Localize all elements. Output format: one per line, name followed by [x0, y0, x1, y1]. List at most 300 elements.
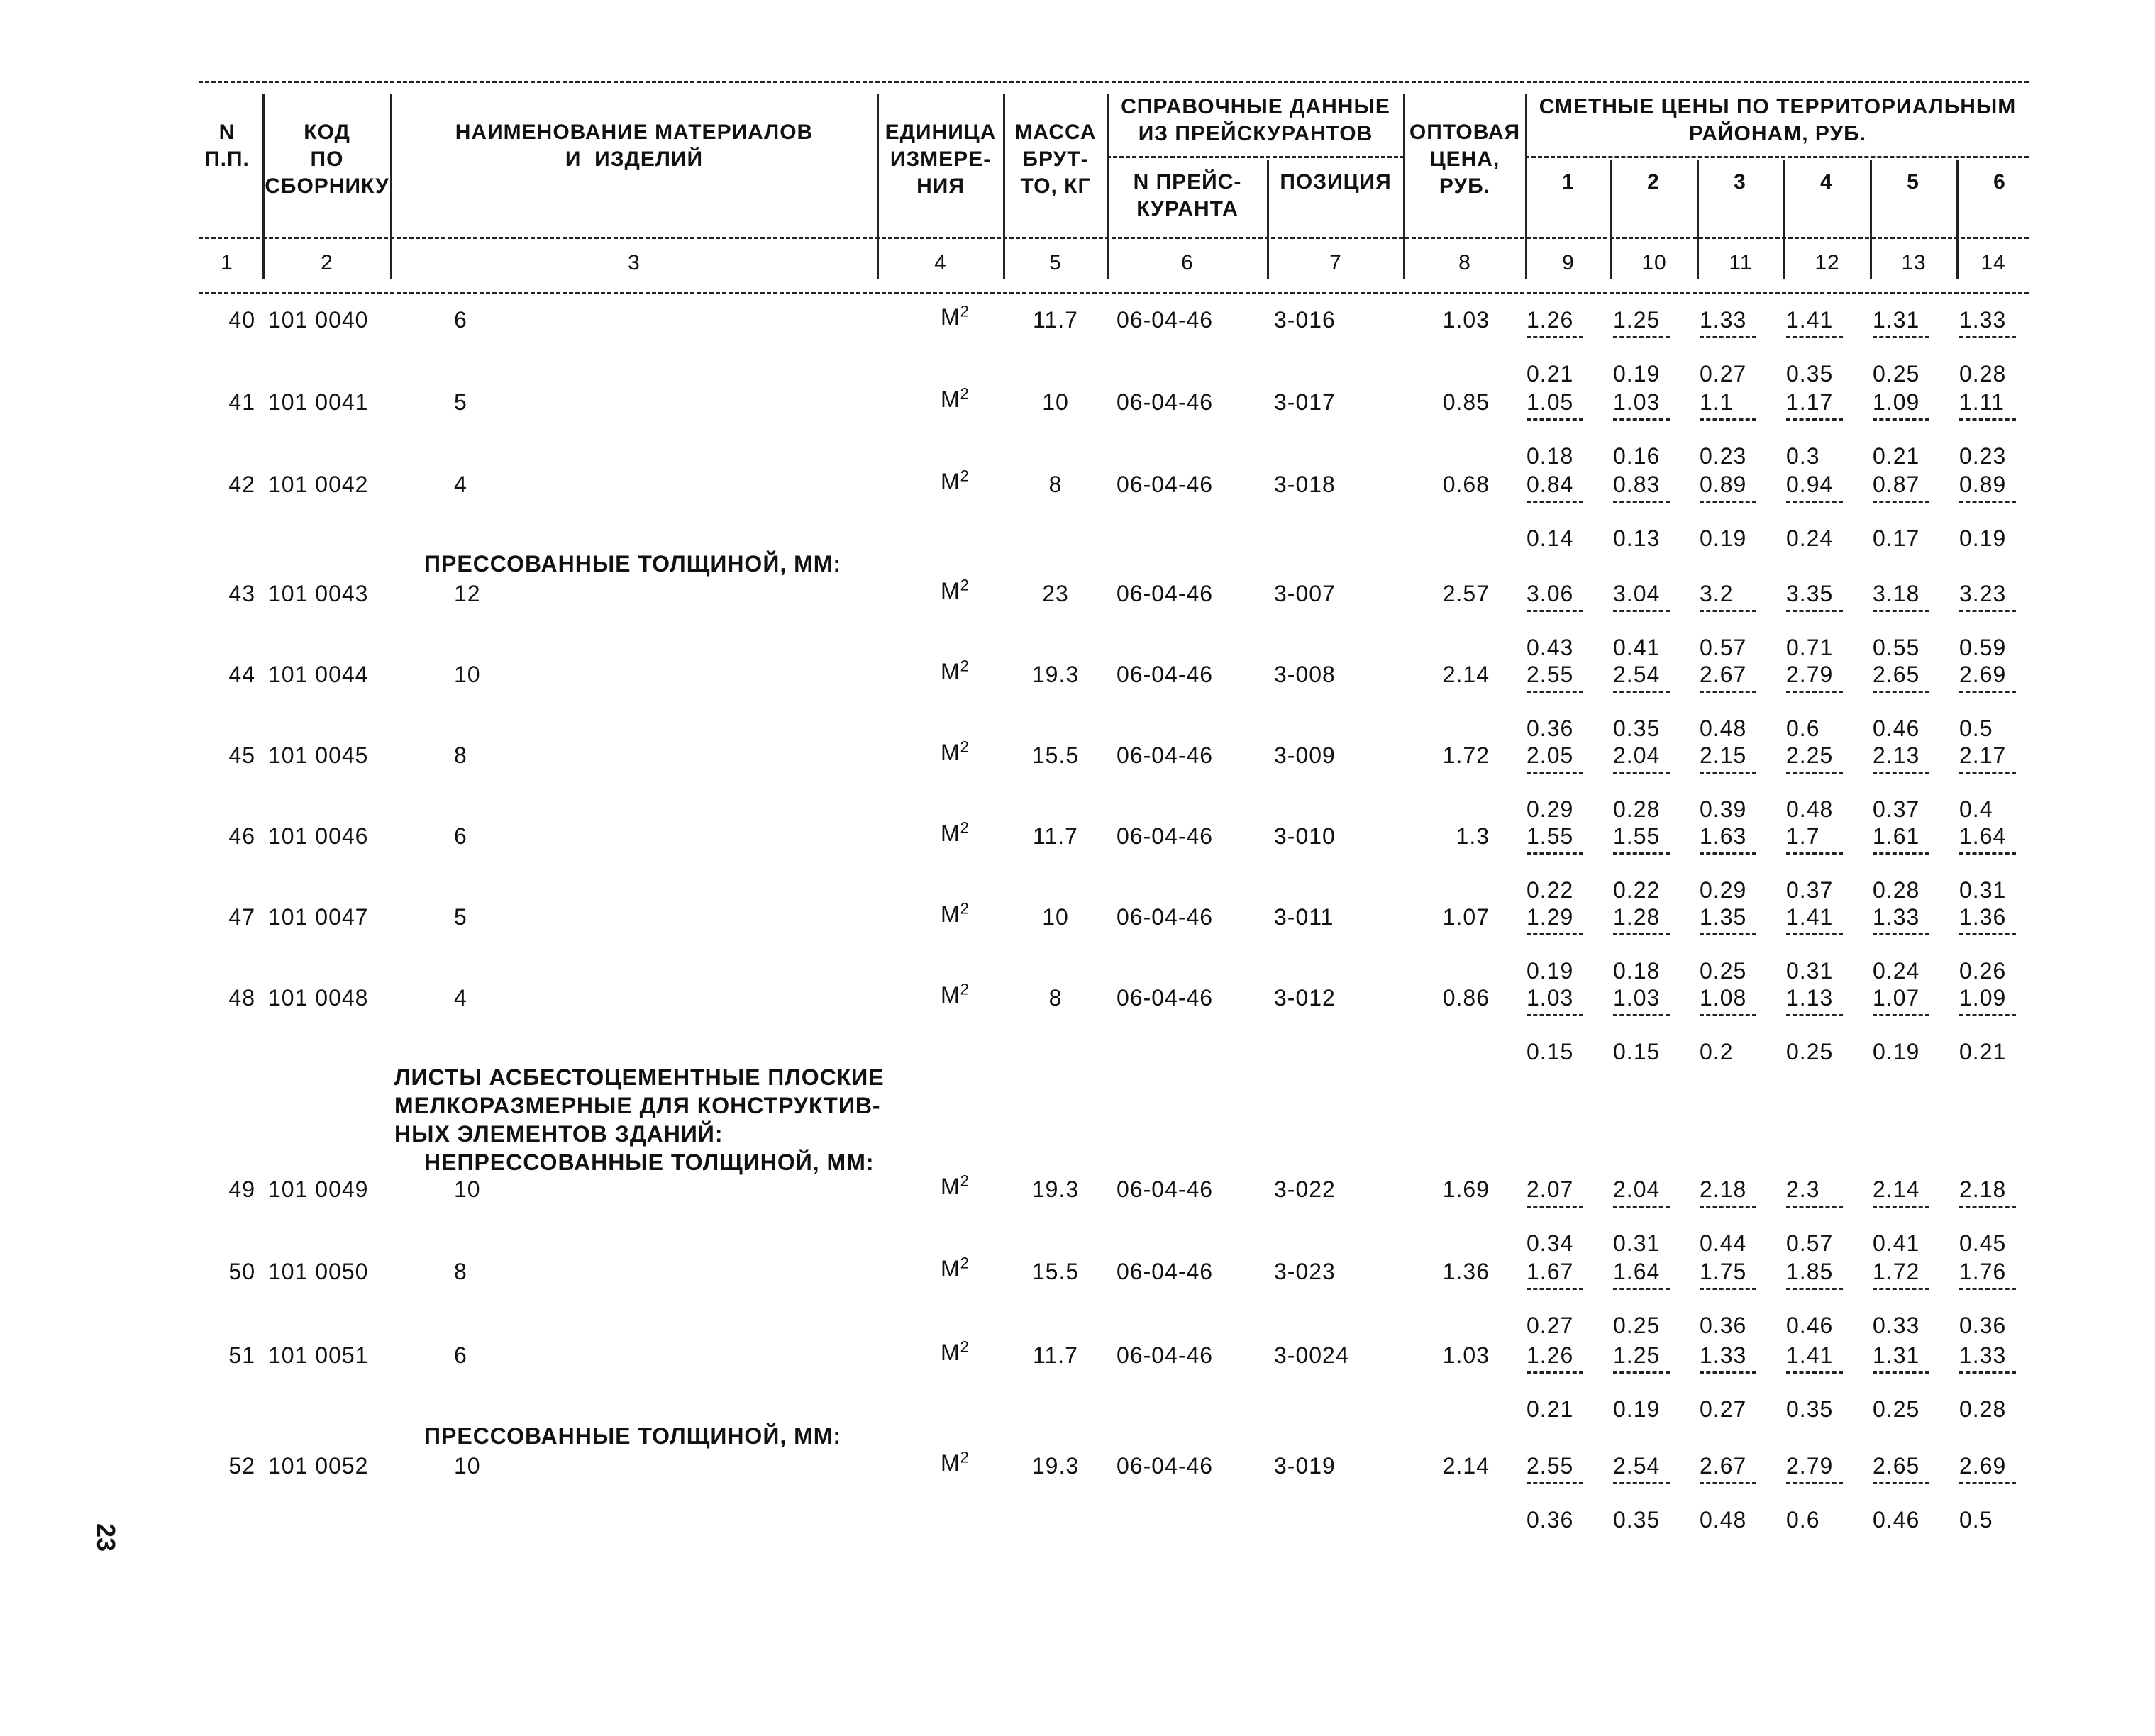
row-pricelist: 06-04-46: [1117, 742, 1214, 768]
fraction-line: [1959, 610, 2016, 612]
unit-text: М: [941, 901, 960, 927]
column-index: 1: [221, 251, 233, 274]
region-price-part: 0.19: [1959, 525, 2007, 551]
row-wholesale: 1.72: [1442, 742, 1490, 768]
fraction-line: [1700, 772, 1756, 774]
fraction-line: [1527, 852, 1583, 855]
region-price-part: 0.19: [1613, 361, 1661, 386]
region-price-total: 1.55: [1527, 823, 1574, 849]
row-mass: 15.5: [1031, 742, 1080, 768]
row-number: 45: [228, 742, 255, 768]
fraction-line: [1786, 501, 1843, 503]
row-code: 101 0045: [268, 742, 369, 768]
row-name: 10: [454, 662, 481, 687]
region-price-part: 0.31: [1613, 1230, 1661, 1256]
row-pricelist: 06-04-46: [1117, 389, 1214, 415]
region-price-part: 0.35: [1613, 1507, 1661, 1532]
fraction-line: [1959, 1014, 2016, 1016]
row-code: 101 0040: [268, 307, 369, 333]
header-ref-pos: ПОЗИЦИЯ: [1280, 170, 1392, 194]
fraction-line: [1527, 418, 1583, 421]
region-price-part: 0.21: [1527, 1396, 1574, 1422]
region-price-total: 1.67: [1527, 1259, 1574, 1284]
row-unit: [941, 468, 970, 495]
region-price-total: 2.18: [1959, 1176, 2007, 1202]
unit-text: М: [941, 1340, 960, 1365]
region-price-total: 0.83: [1613, 472, 1661, 497]
region-price-part: 0.71: [1786, 635, 1834, 660]
row-name: 5: [454, 904, 467, 930]
fraction-line: [1700, 336, 1756, 338]
row-pricelist: 06-04-46: [1117, 904, 1214, 930]
fraction-line: [1873, 1014, 1929, 1016]
row-position: 3-007: [1274, 581, 1336, 606]
region-price-total: 1.64: [1959, 823, 2007, 849]
row-name: 10: [454, 1453, 481, 1479]
row-wholesale: 0.86: [1442, 985, 1490, 1011]
region-price-part: 0.17: [1873, 525, 1920, 551]
region-price-part: 0.35: [1786, 361, 1834, 386]
region-price-part: 0.35: [1613, 716, 1661, 741]
region-price-part: 0.28: [1959, 1396, 2007, 1422]
unit-text: М: [941, 982, 960, 1008]
fraction-line: [1527, 1206, 1583, 1208]
unit-superscript: 2: [960, 467, 970, 485]
row-number: 41: [228, 389, 255, 415]
header-region-num: 6: [1993, 170, 2006, 194]
header-region-num: 4: [1820, 170, 1833, 194]
region-price-total: 1.31: [1873, 307, 1920, 333]
fraction-line: [1613, 933, 1670, 935]
fraction-line: [1786, 933, 1843, 935]
header-mass: МАССА БРУТ- ТО, КГ: [1014, 121, 1097, 198]
region-price-total: 2.69: [1959, 1453, 2007, 1479]
fraction-line: [1959, 772, 2016, 774]
fraction-line: [1700, 418, 1756, 421]
region-price-total: 1.11: [1959, 389, 2005, 415]
fraction-line: [1700, 691, 1756, 693]
row-mass: 10: [1042, 389, 1069, 415]
region-price-part: 0.19: [1700, 525, 1747, 551]
fraction-line: [1613, 1371, 1670, 1374]
region-price-part: 0.36: [1527, 1507, 1574, 1532]
header-region-num: 1: [1562, 170, 1575, 194]
row-code: 101 0052: [268, 1453, 369, 1479]
fraction-line: [1700, 1014, 1756, 1016]
row-position: 3-019: [1274, 1453, 1336, 1479]
row-position: 3-009: [1274, 742, 1336, 768]
fraction-line: [1700, 1288, 1756, 1290]
row-mass: 10: [1042, 904, 1069, 930]
column-index: 4: [934, 251, 947, 274]
region-price-total: 1.61: [1873, 823, 1920, 849]
row-unit: [941, 304, 970, 330]
unit-superscript: 2: [960, 302, 970, 321]
column-index: 5: [1049, 251, 1062, 274]
region-price-part: 0.18: [1613, 958, 1661, 984]
fraction-line: [1700, 501, 1756, 503]
region-price-total: 1.55: [1613, 823, 1661, 849]
region-price-total: 1.64: [1613, 1259, 1661, 1284]
fraction-line: [1873, 336, 1929, 338]
region-price-part: 0.28: [1959, 361, 2007, 386]
region-price-total: 2.54: [1613, 662, 1661, 687]
unit-superscript: 2: [960, 980, 970, 998]
region-price-total: 1.76: [1959, 1259, 2007, 1284]
unit-superscript: 2: [960, 818, 970, 837]
fraction-line: [1786, 1206, 1843, 1208]
unit-text: М: [941, 386, 960, 412]
region-price-part: 0.44: [1700, 1230, 1747, 1256]
row-unit: [941, 386, 970, 413]
ref-sub-rule: [1107, 156, 1405, 158]
row-number: 44: [228, 662, 255, 687]
row-number: 46: [228, 823, 255, 849]
region-price-part: 0.41: [1873, 1230, 1920, 1256]
row-name: 6: [454, 823, 467, 849]
header-regions: СМЕТНЫЕ ЦЕНЫ ПО ТЕРРИТОРИАЛЬНЫМ РАЙОНАМ, РУБ.: [1539, 95, 2017, 145]
fraction-line: [1959, 1482, 2016, 1484]
region-price-part: 0.29: [1527, 796, 1574, 822]
fraction-line: [1527, 1014, 1583, 1016]
region-price-total: 2.79: [1786, 1453, 1834, 1479]
unit-text: М: [941, 469, 960, 494]
region-price-total: 0.84: [1527, 472, 1574, 497]
region-price-total: 3.2: [1700, 581, 1734, 606]
fraction-line: [1959, 501, 2016, 503]
region-price-part: 0.39: [1700, 796, 1747, 822]
row-unit: [941, 820, 970, 847]
header-region-num: 5: [1907, 170, 1919, 194]
fraction-line: [1527, 772, 1583, 774]
fraction-line: [1959, 336, 2016, 338]
section-label-sheets: МЕЛКОРАЗМЕРНЫЕ ДЛЯ КОНСТРУКТИВ-: [394, 1093, 881, 1118]
header-code: КОД ПО СБОРНИКУ: [265, 121, 389, 198]
region-price-part: 0.36: [1700, 1313, 1747, 1338]
region-price-part: 0.14: [1527, 525, 1574, 551]
unit-superscript: 2: [960, 1172, 970, 1190]
unit-text: М: [941, 1256, 960, 1281]
fraction-line: [1873, 852, 1929, 855]
region-price-total: 0.89: [1700, 472, 1747, 497]
row-name: 6: [454, 1342, 467, 1368]
fraction-line: [1700, 1371, 1756, 1374]
row-pricelist: 06-04-46: [1117, 1259, 1214, 1284]
unit-superscript: 2: [960, 657, 970, 675]
unit-text: М: [941, 659, 960, 684]
fraction-line: [1527, 1371, 1583, 1374]
column-index: 6: [1181, 251, 1194, 274]
fraction-line: [1700, 852, 1756, 855]
region-price-total: 1.03: [1527, 985, 1574, 1011]
unit-superscript: 2: [960, 738, 970, 756]
region-price-part: 0.21: [1527, 361, 1574, 386]
fraction-line: [1786, 1014, 1843, 1016]
region-price-part: 0.25: [1613, 1313, 1661, 1338]
section-label-pressed: ПРЕССОВАННЫЕ ТОЛЩИНОЙ, ММ:: [424, 551, 842, 577]
header-name: НАИМЕНОВАНИЕ МАТЕРИАЛОВ И ИЗДЕЛИЙ: [455, 121, 814, 171]
unit-text: М: [941, 1174, 960, 1199]
region-price-total: 1.75: [1700, 1259, 1747, 1284]
region-price-total: 1.33: [1700, 307, 1747, 333]
row-pricelist: 06-04-46: [1117, 472, 1214, 497]
fraction-line: [1959, 691, 2016, 693]
row-wholesale: 2.57: [1442, 581, 1490, 606]
region-price-part: 0.28: [1613, 796, 1661, 822]
region-price-part: 0.57: [1700, 635, 1747, 660]
region-price-part: 0.23: [1700, 443, 1747, 469]
region-price-total: 2.3: [1786, 1176, 1820, 1202]
region-price-part: 0.26: [1959, 958, 2007, 984]
row-position: 3-022: [1274, 1176, 1336, 1202]
region-price-part: 0.25: [1786, 1039, 1834, 1064]
region-price-total: 1.41: [1786, 904, 1834, 930]
row-wholesale: 0.68: [1442, 472, 1490, 497]
row-pricelist: 06-04-46: [1117, 823, 1214, 849]
region-price-total: 2.13: [1873, 742, 1920, 768]
region-price-part: 0.21: [1873, 443, 1920, 469]
fraction-line: [1873, 610, 1929, 612]
row-pricelist: 06-04-46: [1117, 1342, 1214, 1368]
row-mass: 23: [1042, 581, 1069, 606]
region-price-total: 1.08: [1700, 985, 1747, 1011]
fraction-line: [1613, 1014, 1670, 1016]
fraction-line: [1700, 933, 1756, 935]
fraction-line: [1786, 772, 1843, 774]
header-unit: ЕДИНИЦА ИЗМЕРЕ- НИЯ: [885, 121, 997, 198]
region-price-part: 0.23: [1959, 443, 2007, 469]
region-price-total: 1.26: [1527, 307, 1574, 333]
region-price-total: 1.41: [1786, 1342, 1834, 1368]
column-index: 8: [1458, 251, 1471, 274]
row-wholesale: 1.69: [1442, 1176, 1490, 1202]
row-name: 8: [454, 1259, 467, 1284]
row-pricelist: 06-04-46: [1117, 581, 1214, 606]
fraction-line: [1873, 1288, 1929, 1290]
fraction-line: [1786, 336, 1843, 338]
region-price-total: 2.07: [1527, 1176, 1574, 1202]
row-wholesale: 1.07: [1442, 904, 1490, 930]
region-price-part: 0.31: [1786, 958, 1834, 984]
row-mass: 19.3: [1031, 1176, 1080, 1202]
region-price-part: 0.48: [1700, 716, 1747, 741]
region-price-total: 1.25: [1613, 1342, 1661, 1368]
row-wholesale: 2.14: [1442, 1453, 1490, 1479]
region-price-total: 1.26: [1527, 1342, 1574, 1368]
unit-text: М: [941, 578, 960, 603]
region-price-total: 2.18: [1700, 1176, 1747, 1202]
row-position: 3-011: [1274, 904, 1334, 930]
fraction-line: [1527, 501, 1583, 503]
fraction-line: [1786, 691, 1843, 693]
column-index: 7: [1329, 251, 1342, 274]
row-number: 42: [228, 472, 255, 497]
region-price-part: 0.13: [1613, 525, 1661, 551]
region-price-total: 1.7: [1786, 823, 1820, 849]
unit-superscript: 2: [960, 1448, 970, 1467]
row-number: 40: [228, 307, 255, 333]
region-price-part: 0.37: [1786, 877, 1834, 903]
region-price-part: 0.25: [1700, 958, 1747, 984]
row-unit: [941, 577, 970, 604]
row-unit: [941, 1173, 970, 1200]
region-price-total: 1.09: [1873, 389, 1920, 415]
row-wholesale: 1.03: [1442, 1342, 1490, 1368]
unit-superscript: 2: [960, 899, 970, 918]
region-price-total: 1.07: [1873, 985, 1920, 1011]
fraction-line: [1613, 610, 1670, 612]
row-unit: [941, 1339, 970, 1366]
header-num: N П.П.: [204, 121, 250, 171]
region-price-total: 1.31: [1873, 1342, 1920, 1368]
region-price-part: 0.27: [1700, 1396, 1747, 1422]
fraction-line: [1527, 1482, 1583, 1484]
region-price-total: 1.03: [1613, 985, 1661, 1011]
region-price-part: 0.2: [1700, 1039, 1734, 1064]
fraction-line: [1786, 1288, 1843, 1290]
region-price-total: 2.25: [1786, 742, 1834, 768]
region-price-part: 0.16: [1613, 443, 1661, 469]
region-price-total: 2.14: [1873, 1176, 1920, 1202]
row-position: 3-018: [1274, 472, 1336, 497]
region-price-total: 1.63: [1700, 823, 1747, 849]
fraction-line: [1613, 1206, 1670, 1208]
row-code: 101 0043: [268, 581, 369, 606]
fraction-line: [1613, 1482, 1670, 1484]
region-price-part: 0.37: [1873, 796, 1920, 822]
fraction-line: [1700, 1482, 1756, 1484]
region-price-part: 0.6: [1786, 1507, 1820, 1532]
column-index: 2: [321, 251, 333, 274]
row-code: 101 0049: [268, 1176, 369, 1202]
row-code: 101 0042: [268, 472, 369, 497]
row-pricelist: 06-04-46: [1117, 662, 1214, 687]
section-label-sheets: ЛИСТЫ АСБЕСТОЦЕМЕНТНЫЕ ПЛОСКИЕ: [394, 1064, 885, 1090]
region-price-total: 0.94: [1786, 472, 1834, 497]
fraction-line: [1959, 852, 2016, 855]
region-price-total: 2.55: [1527, 662, 1574, 687]
region-price-part: 0.31: [1959, 877, 2007, 903]
region-price-total: 1.33: [1959, 1342, 2007, 1368]
region-price-total: 1.33: [1873, 904, 1920, 930]
region-price-part: 0.48: [1786, 796, 1834, 822]
region-price-total: 0.87: [1873, 472, 1920, 497]
fraction-line: [1873, 691, 1929, 693]
fraction-line: [1613, 336, 1670, 338]
unit-text: М: [941, 304, 960, 330]
region-price-total: 2.54: [1613, 1453, 1661, 1479]
header-wholesale: ОПТОВАЯ ЦЕНА, РУБ.: [1409, 121, 1521, 198]
unit-text: М: [941, 820, 960, 846]
row-wholesale: 0.85: [1442, 389, 1490, 415]
row-number: 50: [228, 1259, 255, 1284]
region-price-total: 1.28: [1613, 904, 1661, 930]
fraction-line: [1613, 501, 1670, 503]
region-price-part: 0.27: [1527, 1313, 1574, 1338]
fraction-line: [1786, 1371, 1843, 1374]
column-index: 13: [1901, 251, 1927, 274]
row-position: 3-008: [1274, 662, 1336, 687]
region-price-part: 0.24: [1786, 525, 1834, 551]
region-price-total: 2.04: [1613, 1176, 1661, 1202]
row-mass: 11.7: [1033, 1342, 1078, 1368]
region-price-total: 2.67: [1700, 1453, 1747, 1479]
header-region-num: 2: [1647, 170, 1660, 194]
unit-superscript: 2: [960, 384, 970, 403]
region-price-total: 2.17: [1959, 742, 2007, 768]
region-price-total: 2.69: [1959, 662, 2007, 687]
row-name: 10: [454, 1176, 481, 1202]
column-index: 11: [1729, 251, 1753, 274]
fraction-line: [1873, 418, 1929, 421]
fraction-line: [1527, 1288, 1583, 1290]
region-price-total: 1.41: [1786, 307, 1834, 333]
region-price-total: 3.23: [1959, 581, 2007, 606]
region-price-total: 2.79: [1786, 662, 1834, 687]
region-price-part: 0.55: [1873, 635, 1920, 660]
row-wholesale: 1.36: [1442, 1259, 1490, 1284]
region-price-part: 0.5: [1959, 1507, 1993, 1532]
fraction-line: [1959, 1371, 2016, 1374]
region-price-total: 1.25: [1613, 307, 1661, 333]
row-pricelist: 06-04-46: [1117, 1176, 1214, 1202]
region-price-part: 0.3: [1786, 443, 1820, 469]
row-position: 3-0024: [1274, 1342, 1349, 1368]
row-pricelist: 06-04-46: [1117, 985, 1214, 1011]
row-unit: [941, 901, 970, 928]
region-price-total: 1.09: [1959, 985, 2007, 1011]
row-mass: 11.7: [1033, 307, 1078, 333]
fraction-line: [1613, 772, 1670, 774]
header-ref: СПРАВОЧНЫЕ ДАННЫЕ ИЗ ПРЕЙСКУРАНТОВ: [1121, 95, 1390, 145]
region-price-part: 0.19: [1527, 958, 1574, 984]
unit-text: М: [941, 1450, 960, 1476]
region-price-part: 0.46: [1786, 1313, 1834, 1338]
fraction-line: [1873, 1371, 1929, 1374]
row-code: 101 0046: [268, 823, 369, 849]
header-bottom-rule: [199, 292, 2029, 294]
region-price-total: 3.35: [1786, 581, 1834, 606]
row-wholesale: 1.03: [1442, 307, 1490, 333]
fraction-line: [1527, 691, 1583, 693]
fraction-line: [1786, 852, 1843, 855]
row-position: 3-017: [1274, 389, 1336, 415]
fraction-line: [1700, 1206, 1756, 1208]
row-code: 101 0048: [268, 985, 369, 1011]
fraction-line: [1959, 1206, 2016, 1208]
region-price-part: 0.45: [1959, 1230, 2007, 1256]
row-name: 4: [454, 472, 467, 497]
region-price-part: 0.48: [1700, 1507, 1747, 1532]
region-price-part: 0.22: [1613, 877, 1661, 903]
fraction-line: [1959, 418, 2016, 421]
region-price-total: 1.29: [1527, 904, 1574, 930]
row-unit: [941, 981, 970, 1008]
region-price-part: 0.25: [1873, 361, 1920, 386]
region-price-part: 0.4: [1959, 796, 1993, 822]
row-number: 51: [228, 1342, 255, 1368]
row-wholesale: 2.14: [1442, 662, 1490, 687]
row-position: 3-010: [1274, 823, 1336, 849]
unit-superscript: 2: [960, 1254, 970, 1272]
row-wholesale: 1.3: [1456, 823, 1490, 849]
region-price-total: 1.35: [1700, 904, 1747, 930]
row-pricelist: 06-04-46: [1117, 1453, 1214, 1479]
column-index: 10: [1641, 251, 1667, 274]
region-price-total: 1.1: [1700, 389, 1734, 415]
region-price-total: 1.36: [1959, 904, 2007, 930]
region-price-part: 0.22: [1527, 877, 1574, 903]
